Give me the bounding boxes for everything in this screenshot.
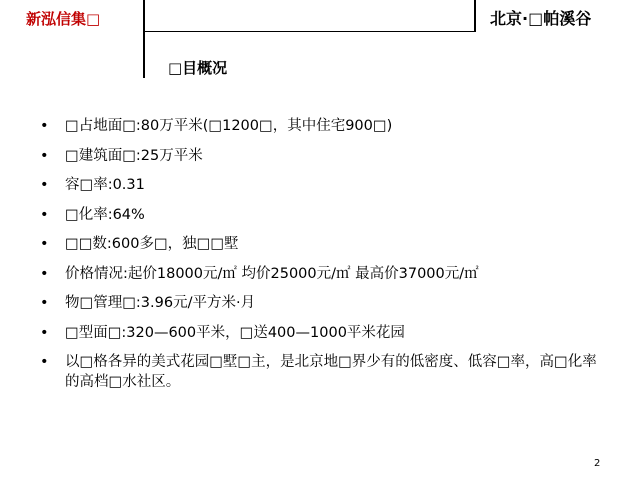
company-name: 新泓信集□ [26,10,101,28]
header-divider-vertical-right [474,0,476,32]
list-item [40,352,610,392]
header-divider-horizontal [145,31,476,32]
bullet-icon: • [40,265,49,282]
bullet-icon: • [40,118,49,134]
bullet-text: □建筑面□:25万平米 [65,147,203,164]
header-divider-vertical-left [143,0,145,78]
bullet-icon: • [40,324,49,341]
list-item [40,323,610,343]
bullet-text: 容□率:0.31 [65,177,145,193]
list-item [40,146,610,166]
bullet-icon: • [40,177,49,193]
bullet-icon: • [40,147,49,164]
project-title: 北京·□帕溪谷 [490,9,592,28]
list-item [40,116,610,136]
bullet-text: □型面□:320—600平米，□送400—1000平米花园 [65,324,405,341]
bullet-icon: • [40,236,49,252]
bullet-text: □□数:600多□，独□□墅 [65,236,239,252]
list-item [40,234,610,254]
overview-bullet-list [40,116,610,402]
list-item [40,205,610,225]
bullet-text: □占地面□:80万平米(□1200□，其中住宅900□) [65,118,393,134]
bullet-icon: • [40,295,49,311]
bullet-text: 价格情况:起价18000元/㎡ 均价25000元/㎡ 最高价37000元/㎡ [65,265,479,282]
list-item [40,293,610,313]
bullet-icon: • [40,206,49,223]
bullet-text: 物□管理□:3.96元/平方米·月 [65,295,256,311]
page-number: 2 [594,458,601,469]
section-title: □目概况 [168,59,228,77]
list-item [40,264,610,284]
bullet-icon: • [40,354,49,370]
list-item [40,175,610,195]
bullet-text: □化率:64% [65,206,145,223]
bullet-text: 以□格各异的美式花园□墅□主，是北京地□界少有的低密度、低容□率，高□化率的高档□水社区。 [65,354,597,390]
